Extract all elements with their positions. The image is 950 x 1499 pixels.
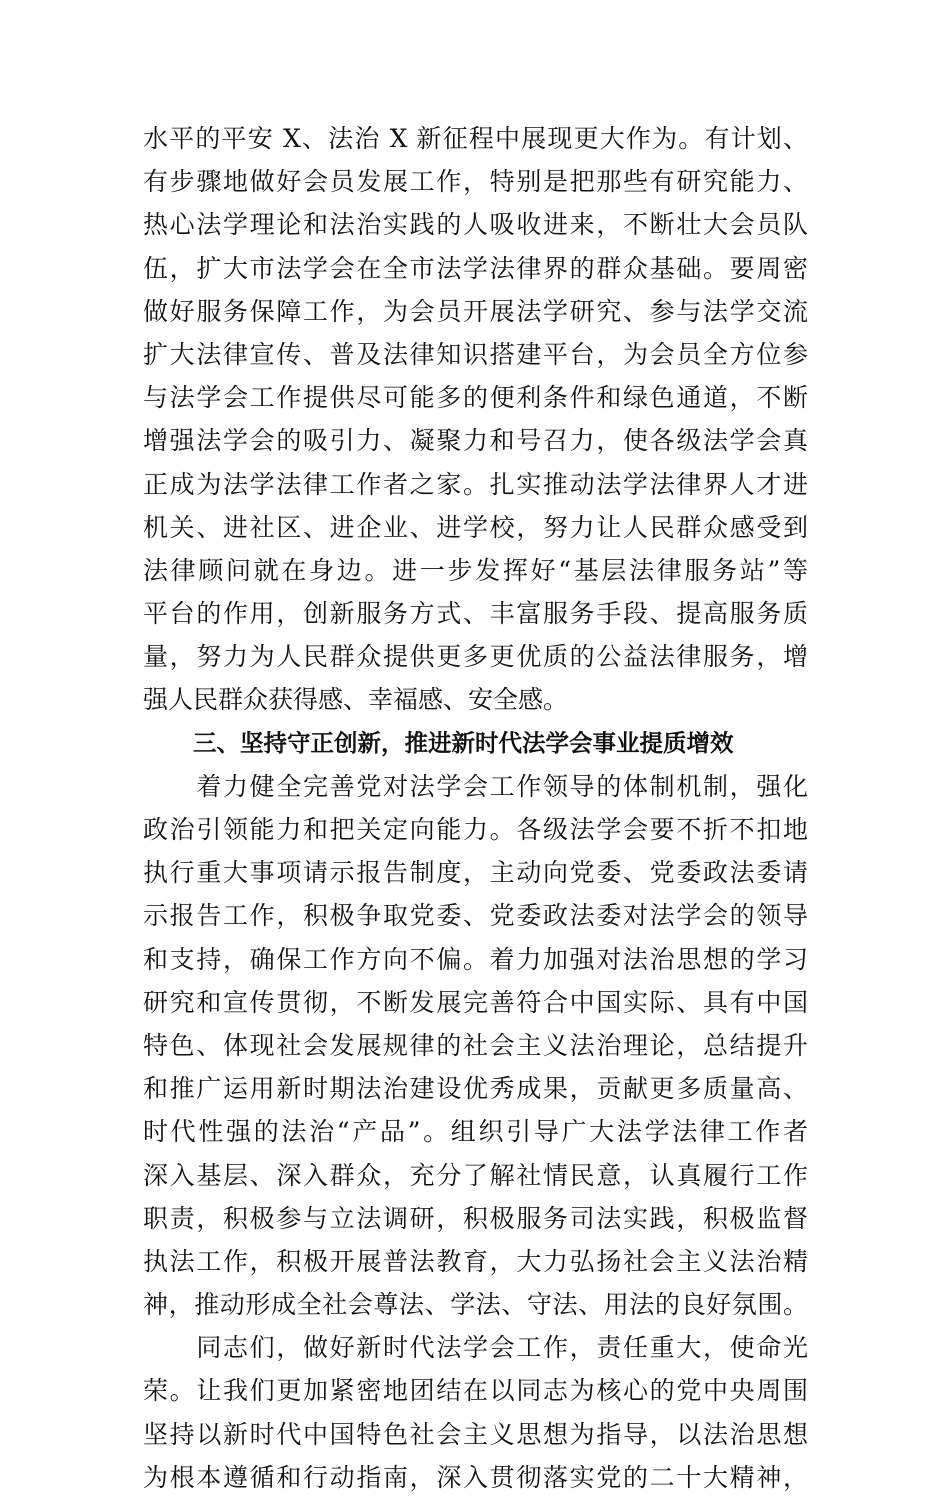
text-line: 特色、体现社会发展规律的社会主义法治理论，总结提升 <box>143 1030 808 1060</box>
text-line: 着力健全完善党对法学会工作领导的体制机制，强化 <box>143 771 808 801</box>
text-line: 热心法学理论和法治实践的人吸收进来，不断壮大会员队 <box>143 210 808 240</box>
text-line: 强人民群众获得感、幸福感、安全感。 <box>143 685 569 715</box>
text-line: 职责，积极参与立法调研，积极服务司法实践，积极监督 <box>143 1203 808 1233</box>
text-line: 有步骤地做好会员发展工作，特别是把那些有研究能力、 <box>143 167 808 197</box>
text-line: 示报告工作，积极争取党委、党委政法委对法学会的领导 <box>143 901 808 931</box>
section-heading: 三、坚持守正创新，推进新时代法学会事业提质增效 <box>193 728 734 757</box>
paragraph-1 <box>143 117 808 722</box>
text-line: 机关、进社区、进企业、进学校，努力让人民群众感受到 <box>143 512 808 542</box>
text-line: 量，努力为人民群众提供更多更优质的公益法律服务，增 <box>143 642 808 672</box>
text-line: 执行重大事项请示报告制度，主动向党委、党委政法委请 <box>143 858 808 888</box>
text-line: 和推广运用新时期法治建设优秀成果，贡献更多质量高、 <box>143 1074 808 1104</box>
text-line: 扩大法律宣传、普及法律知识搭建平台，为会员全方位参 <box>143 339 808 369</box>
paragraph-2 <box>143 765 808 1326</box>
document-body <box>143 117 808 1499</box>
text-line: 平台的作用，创新服务方式、丰富服务手段、提高服务质 <box>143 599 808 629</box>
text-line: 水平的平安 X、法治 X 新征程中展现更大作为。有计划、 <box>143 124 808 153</box>
paragraph-3 <box>143 1326 808 1499</box>
text-line: 正成为法学法律工作者之家。扎实推动法学法律界人才进 <box>143 469 808 499</box>
text-line: 做好服务保障工作，为会员开展法学研究、参与法学交流 <box>143 296 808 326</box>
text-line: 时代性强的法治“产品”。组织引导广大法学法律工作者 <box>143 1117 808 1147</box>
text-line: 深入基层、深入群众，充分了解社情民意，认真履行工作 <box>143 1160 808 1190</box>
text-line: 政治引领能力和把关定向能力。各级法学会要不折不扣地 <box>143 815 808 844</box>
text-line: 坚持以新时代中国特色社会主义思想为指导，以法治思想 <box>143 1419 808 1449</box>
text-line: 同志们，做好新时代法学会工作，责任重大，使命光 <box>143 1333 808 1363</box>
text-line: 法律顾问就在身边。进一步发挥好“基层法律服务站”等 <box>143 555 808 585</box>
text-line: 荣。让我们更加紧密地团结在以同志为核心的党中央周围 <box>143 1376 808 1406</box>
text-line: 研究和宣传贯彻，不断发展完善符合中国实际、具有中国 <box>143 987 808 1017</box>
text-line: 为根本遵循和行动指南，深入贯彻落实党的二十大精神， <box>143 1462 808 1492</box>
text-line: 增强法学会的吸引力、凝聚力和号召力，使各级法学会真 <box>143 426 808 456</box>
text-line: 与法学会工作提供尽可能多的便利条件和绿色通道，不断 <box>143 383 808 413</box>
text-line: 神，推动形成全社会尊法、学法、守法、用法的良好氛围。 <box>143 1290 808 1320</box>
text-line: 伍，扩大市法学会在全市法学法律界的群众基础。要周密 <box>143 253 808 283</box>
text-line: 执法工作，积极开展普法教育，大力弘扬社会主义法治精 <box>143 1246 808 1276</box>
text-line: 和支持，确保工作方向不偏。着力加强对法治思想的学习 <box>143 944 808 974</box>
